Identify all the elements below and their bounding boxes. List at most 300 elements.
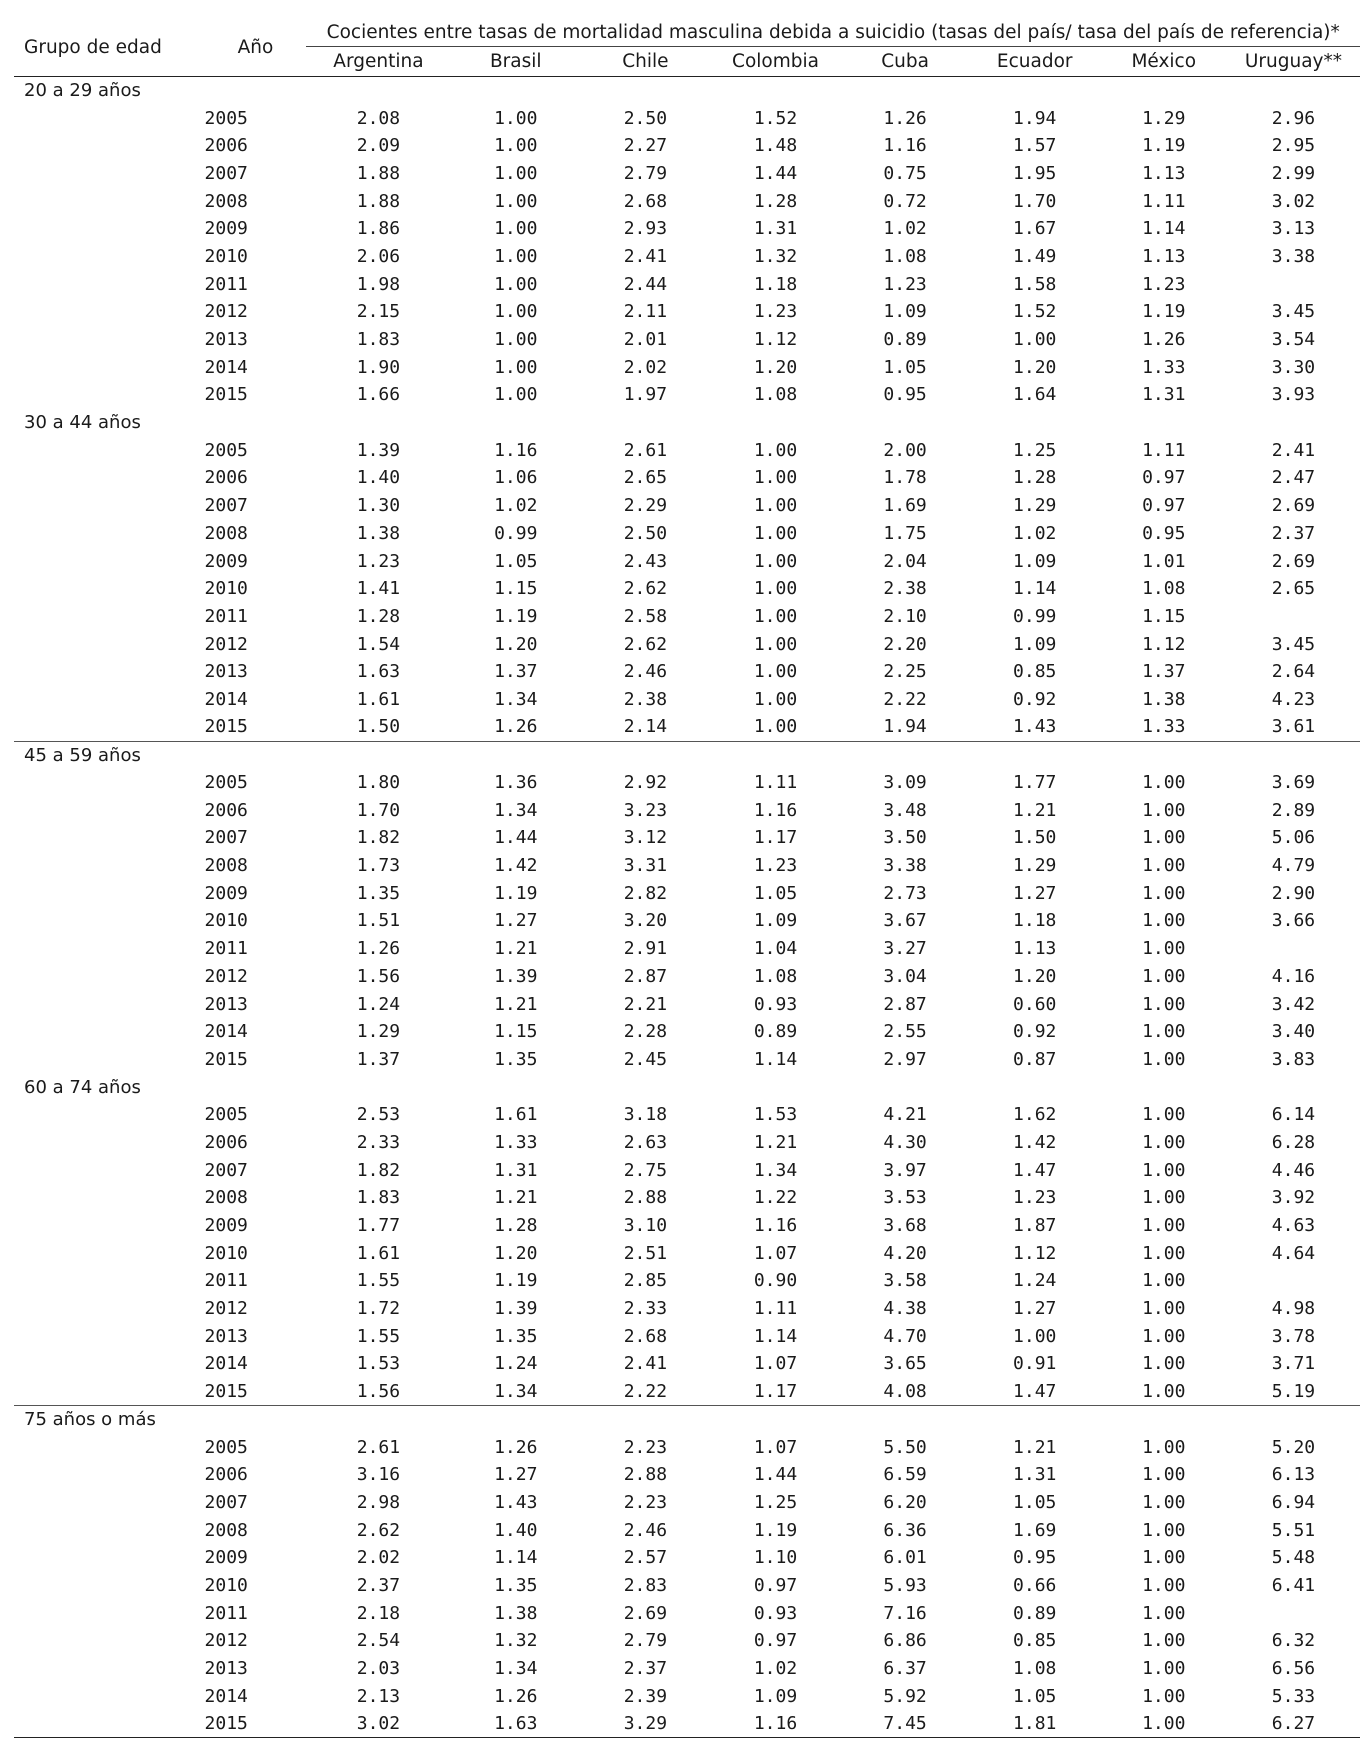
header-country: México <box>1101 47 1227 77</box>
ratio-cell: 1.05 <box>753 882 798 904</box>
ratio-cell: 1.27 <box>494 1464 538 1486</box>
header-country: Uruguay** <box>1227 47 1360 77</box>
ratio-cell: 2.92 <box>623 772 668 794</box>
ratio-cell: 2.14 <box>623 716 668 738</box>
ratio-cell: 1.62 <box>1013 1104 1057 1126</box>
ratio-cell: 0.99 <box>1013 605 1057 627</box>
age-group-label: 45 a 59 años <box>14 741 1360 769</box>
ratio-cell: 3.20 <box>623 910 668 932</box>
ratio-cell: 2.04 <box>883 550 927 572</box>
ratio-cell: 1.22 <box>753 1187 798 1209</box>
ratio-cell: 0.60 <box>1013 993 1057 1015</box>
ratio-cell: 1.00 <box>753 522 798 544</box>
table-row <box>14 1627 1360 1655</box>
ratio-cell: 3.16 <box>356 1464 401 1486</box>
table-row <box>14 852 1360 880</box>
ratio-cell: 1.23 <box>883 273 927 295</box>
ratio-cell: 6.36 <box>883 1519 927 1541</box>
ratio-cell: 2.50 <box>623 107 668 129</box>
empty-cell <box>14 436 205 464</box>
ratio-cell: 3.27 <box>883 938 927 960</box>
ratio-cell: 1.24 <box>1013 1270 1057 1292</box>
ratio-cell: 1.00 <box>753 605 798 627</box>
ratio-cell: 2.79 <box>623 162 668 184</box>
ratio-cell: 0.89 <box>883 329 927 351</box>
ratio-cell: 1.94 <box>883 716 927 738</box>
ratio-cell: 2.96 <box>1271 107 1316 129</box>
empty-cell <box>14 1322 205 1350</box>
ratio-cell: 3.29 <box>581 1710 709 1738</box>
ratio-cell: 1.20 <box>494 633 538 655</box>
empty-cell <box>14 796 205 824</box>
ratio-cell: 1.50 <box>356 716 401 738</box>
ratio-cell: 2.87 <box>883 993 927 1015</box>
ratio-cell: 3.93 <box>1271 384 1316 406</box>
ratio-cell: 1.49 <box>1013 245 1057 267</box>
ratio-cell: 0.66 <box>1013 1574 1057 1596</box>
ratio-cell: 4.21 <box>883 1104 927 1126</box>
ratio-cell: 2.62 <box>356 1519 401 1541</box>
ratio-cell: 1.20 <box>1013 965 1057 987</box>
ratio-cell: 1.00 <box>1142 1685 1186 1707</box>
ratio-cell: 1.00 <box>753 716 798 738</box>
table-row <box>14 686 1360 714</box>
ratio-cell: 1.00 <box>1142 1215 1186 1237</box>
empty-cell <box>14 1682 205 1710</box>
empty-cell <box>14 547 205 575</box>
ratio-cell: 1.00 <box>753 439 798 461</box>
ratio-cell: 1.18 <box>1013 910 1057 932</box>
ratio-cell: 1.39 <box>494 965 538 987</box>
table-row <box>14 1018 1360 1046</box>
empty-cell <box>14 990 205 1018</box>
empty-cell <box>14 907 205 935</box>
ratio-cell: 1.20 <box>1013 356 1057 378</box>
ratio-cell: 1.32 <box>494 1630 538 1652</box>
empty-cell <box>14 879 205 907</box>
table-row <box>14 879 1360 907</box>
ratio-cell: 2.75 <box>623 1159 668 1181</box>
year-cell: 2011 <box>204 1270 248 1292</box>
ratio-cell: 1.08 <box>883 245 927 267</box>
ratio-cell: 1.00 <box>494 356 538 378</box>
ratio-cell: 2.98 <box>356 1491 401 1513</box>
year-cell: 2013 <box>204 661 248 683</box>
ratio-cell: 1.61 <box>494 1104 538 1126</box>
ratio-cell: 1.19 <box>1142 301 1186 323</box>
ratio-cell: 6.27 <box>1227 1710 1360 1738</box>
age-group-row <box>14 409 1360 437</box>
ratio-cell: 1.26 <box>883 107 927 129</box>
ratio-cell: 2.64 <box>1271 661 1316 683</box>
table-row <box>14 298 1360 326</box>
ratio-cell: 1.67 <box>1013 218 1057 240</box>
ratio-cell: 3.31 <box>623 855 668 877</box>
ratio-cell: 1.00 <box>1142 1325 1186 1347</box>
ratio-cell: 1.28 <box>356 605 401 627</box>
ratio-cell: 3.61 <box>1271 716 1316 738</box>
ratio-cell: 6.56 <box>1271 1658 1316 1680</box>
ratio-cell: 1.34 <box>494 799 538 821</box>
ratio-cell: 1.00 <box>753 467 798 489</box>
table-row <box>14 326 1360 354</box>
ratio-cell: 1.31 <box>1013 1464 1057 1486</box>
ratio-cell: 1.00 <box>1142 1159 1186 1181</box>
ratio-cell: 2.65 <box>1271 578 1316 600</box>
ratio-cell: 2.15 <box>356 301 401 323</box>
table-row <box>14 1378 1360 1406</box>
ratio-cell: 2.73 <box>883 882 927 904</box>
ratio-cell: 1.02 <box>494 495 538 517</box>
year-cell: 2005 <box>204 1104 248 1126</box>
table-row <box>14 630 1360 658</box>
ratio-cell: 2.21 <box>623 993 668 1015</box>
ratio-cell: 1.21 <box>753 1131 798 1153</box>
ratio-cell: 1.05 <box>494 550 538 572</box>
ratio-cell: 1.88 <box>356 190 401 212</box>
ratio-cell: 4.79 <box>1271 855 1316 877</box>
ratio-cell: 0.95 <box>883 384 927 406</box>
ratio-cell: 1.38 <box>1142 688 1186 710</box>
table-row <box>14 215 1360 243</box>
ratio-cell: 1.34 <box>494 1658 538 1680</box>
year-cell: 2012 <box>204 1630 248 1652</box>
ratio-cell: 1.00 <box>494 162 538 184</box>
ratio-cell: 1.23 <box>1142 273 1186 295</box>
ratio-cell: 1.16 <box>494 439 538 461</box>
empty-cell <box>14 464 205 492</box>
empty-cell <box>14 686 205 714</box>
header-country: Argentina <box>306 47 450 77</box>
table-row <box>14 464 1360 492</box>
ratio-cell: 1.24 <box>494 1353 538 1375</box>
year-cell: 2008 <box>204 1187 248 1209</box>
ratio-cell: 1.36 <box>494 772 538 794</box>
ratio-cell: 2.82 <box>623 882 668 904</box>
table-row <box>14 381 1360 409</box>
ratio-cell: 2.37 <box>356 1574 401 1596</box>
ratio-cell: 3.18 <box>623 1104 668 1126</box>
year-cell: 2013 <box>204 1658 248 1680</box>
ratio-cell: 1.26 <box>494 1436 538 1458</box>
ratio-cell: 1.73 <box>356 855 401 877</box>
ratio-cell: 6.14 <box>1271 1104 1316 1126</box>
year-cell: 2012 <box>204 633 248 655</box>
ratio-cell: 1.00 <box>494 273 538 295</box>
ratio-cell: 1.77 <box>1013 772 1057 794</box>
empty-cell <box>14 769 205 797</box>
ratio-cell: 1.00 <box>1142 1630 1186 1652</box>
ratio-cell: 1.21 <box>1013 1436 1057 1458</box>
ratio-cell: 4.64 <box>1271 1242 1316 1264</box>
ratio-cell: 3.54 <box>1271 329 1316 351</box>
ratio-cell: 1.34 <box>494 1380 538 1402</box>
year-cell: 2005 <box>204 772 248 794</box>
table-row <box>14 270 1360 298</box>
ratio-cell: 1.78 <box>883 467 927 489</box>
year-cell: 2010 <box>204 1574 248 1596</box>
ratio-cell: 0.93 <box>753 993 798 1015</box>
year-cell: 2015 <box>204 716 248 738</box>
ratio-cell: 1.00 <box>1013 329 1057 351</box>
ratio-cell: 3.65 <box>883 1353 927 1375</box>
ratio-cell: 3.67 <box>883 910 927 932</box>
empty-cell <box>14 132 205 160</box>
ratio-cell: 1.26 <box>494 716 538 738</box>
year-cell: 2013 <box>204 329 248 351</box>
ratio-cell: 1.28 <box>753 190 798 212</box>
ratio-cell: 0.92 <box>1013 688 1057 710</box>
ratio-cell: 0.85 <box>1013 661 1057 683</box>
table-row <box>14 824 1360 852</box>
ratio-cell: 1.42 <box>494 855 538 877</box>
ratio-cell: 1.17 <box>753 827 798 849</box>
ratio-cell: 2.08 <box>356 107 401 129</box>
ratio-cell: 1.00 <box>1142 827 1186 849</box>
ratio-cell: 2.23 <box>623 1436 668 1458</box>
ratio-cell: 5.93 <box>883 1574 927 1596</box>
empty-cell <box>14 1461 205 1489</box>
ratio-cell: 1.47 <box>1013 1159 1057 1181</box>
ratio-cell: 1.00 <box>1142 1021 1186 1043</box>
ratio-cell: 3.02 <box>306 1710 450 1738</box>
ratio-cell: 2.41 <box>623 1353 668 1375</box>
ratio-cell: 0.97 <box>753 1630 798 1652</box>
ratio-cell: 1.01 <box>1142 550 1186 572</box>
ratio-cell: 1.29 <box>1013 855 1057 877</box>
ratio-cell: 1.00 <box>494 329 538 351</box>
table-row <box>14 1239 1360 1267</box>
empty-cell <box>14 1378 205 1406</box>
ratio-cell <box>1227 270 1360 298</box>
ratio-cell: 1.00 <box>753 550 798 572</box>
ratio-cell: 2.11 <box>623 301 668 323</box>
table-row <box>14 907 1360 935</box>
ratio-cell: 5.92 <box>883 1685 927 1707</box>
ratio-cell: 0.85 <box>1013 1630 1057 1652</box>
ratio-cell: 1.13 <box>1013 938 1057 960</box>
ratio-cell: 1.17 <box>753 1380 798 1402</box>
table-row <box>14 1295 1360 1323</box>
ratio-cell: 1.27 <box>1013 1298 1057 1320</box>
empty-cell <box>14 270 205 298</box>
ratio-cell: 2.28 <box>623 1021 668 1043</box>
ratio-cell: 2.06 <box>356 245 401 267</box>
ratio-cell: 1.00 <box>1142 910 1186 932</box>
ratio-cell: 1.16 <box>753 1215 798 1237</box>
ratio-cell: 6.59 <box>883 1464 927 1486</box>
year-cell: 2005 <box>204 1436 248 1458</box>
empty-cell <box>14 1544 205 1572</box>
year-cell: 2006 <box>204 799 248 821</box>
ratio-cell: 2.38 <box>883 578 927 600</box>
ratio-cell: 1.14 <box>753 1325 798 1347</box>
ratio-cell: 1.80 <box>356 772 401 794</box>
ratio-cell: 1.75 <box>883 522 927 544</box>
table-row <box>14 1599 1360 1627</box>
ratio-cell: 2.37 <box>623 1658 668 1680</box>
table-row <box>14 935 1360 963</box>
ratio-cell: 1.00 <box>1142 1464 1186 1486</box>
year-cell: 2010 <box>204 578 248 600</box>
ratio-cell: 2.62 <box>623 578 668 600</box>
year-cell: 2011 <box>204 273 248 295</box>
ratio-cell: 0.97 <box>1142 467 1186 489</box>
ratio-cell: 1.00 <box>753 578 798 600</box>
ratio-cell: 0.92 <box>1013 1021 1057 1043</box>
ratio-cell: 2.46 <box>623 661 668 683</box>
ratio-cell: 2.37 <box>1271 522 1316 544</box>
ratio-cell: 1.31 <box>494 1159 538 1181</box>
table-row <box>14 990 1360 1018</box>
ratio-cell: 1.31 <box>753 218 798 240</box>
empty-cell <box>14 935 205 963</box>
empty-cell <box>14 852 205 880</box>
ratio-cell <box>1227 935 1360 963</box>
ratio-cell: 3.71 <box>1271 1353 1316 1375</box>
table-row <box>14 436 1360 464</box>
ratio-cell: 1.02 <box>753 1658 798 1680</box>
ratio-cell: 2.38 <box>623 688 668 710</box>
empty-cell <box>14 353 205 381</box>
empty-cell <box>14 1129 205 1157</box>
ratio-cell: 1.83 <box>356 1187 401 1209</box>
year-cell: 2015 <box>204 384 248 406</box>
ratio-cell: 0.93 <box>753 1602 798 1624</box>
ratio-cell: 1.12 <box>753 329 798 351</box>
year-cell: 2007 <box>204 1159 248 1181</box>
ratio-cell: 2.00 <box>883 439 927 461</box>
year-cell: 2010 <box>204 1242 248 1264</box>
year-cell: 2006 <box>204 467 248 489</box>
ratio-cell: 1.13 <box>1142 162 1186 184</box>
table-row <box>14 547 1360 575</box>
ratio-cell: 2.03 <box>356 1658 401 1680</box>
age-group-row <box>14 741 1360 769</box>
ratio-cell: 1.82 <box>356 1159 401 1181</box>
ratio-cell: 2.89 <box>1271 799 1316 821</box>
ratio-cell: 2.91 <box>623 938 668 960</box>
ratio-cell: 3.78 <box>1271 1325 1316 1347</box>
table-row <box>14 963 1360 991</box>
ratio-cell: 4.20 <box>883 1242 927 1264</box>
ratio-cell: 2.44 <box>623 273 668 295</box>
year-cell: 2013 <box>204 1325 248 1347</box>
ratio-cell: 1.30 <box>356 495 401 517</box>
ratio-cell: 6.01 <box>883 1547 927 1569</box>
empty-cell <box>14 104 205 132</box>
ratio-cell: 0.97 <box>753 1574 798 1596</box>
ratio-cell: 1.15 <box>494 578 538 600</box>
table-row <box>14 160 1360 188</box>
ratio-cell: 1.08 <box>1142 578 1186 600</box>
ratio-cell: 1.00 <box>1142 1547 1186 1569</box>
ratio-cell: 2.69 <box>1271 550 1316 572</box>
ratio-cell: 1.57 <box>1013 135 1057 157</box>
ratio-cell: 1.70 <box>356 799 401 821</box>
ratio-cell: 1.26 <box>494 1685 538 1707</box>
ratio-cell: 1.13 <box>1142 245 1186 267</box>
ratio-cell: 1.00 <box>1142 993 1186 1015</box>
ratio-cell: 0.99 <box>494 522 538 544</box>
ratio-cell: 1.69 <box>1013 1519 1057 1541</box>
ratio-cell: 1.16 <box>883 135 927 157</box>
ratio-cell: 1.37 <box>356 1048 401 1070</box>
empty-cell <box>14 1599 205 1627</box>
ratio-cell: 1.86 <box>356 218 401 240</box>
age-group-label: 60 a 74 años <box>24 1076 141 1098</box>
table-row <box>14 104 1360 132</box>
ratio-cell: 1.06 <box>494 467 538 489</box>
ratio-cell: 6.86 <box>883 1630 927 1652</box>
empty-cell <box>14 1433 205 1461</box>
ratio-cell: 6.37 <box>883 1658 927 1680</box>
ratio-cell: 2.95 <box>1271 135 1316 157</box>
ratio-cell: 1.09 <box>883 301 927 323</box>
age-group-label: 20 a 29 años <box>24 80 141 102</box>
year-cell: 2015 <box>204 1380 248 1402</box>
ratio-cell: 0.95 <box>1142 522 1186 544</box>
ratio-cell: 3.92 <box>1271 1187 1316 1209</box>
year-cell: 2008 <box>204 855 248 877</box>
ratio-cell: 1.19 <box>494 882 538 904</box>
ratio-cell: 3.12 <box>623 827 668 849</box>
ratio-cell: 7.45 <box>841 1710 968 1738</box>
year-cell: 2011 <box>204 938 248 960</box>
year-cell: 2007 <box>204 827 248 849</box>
ratio-cell: 2.45 <box>623 1048 668 1070</box>
header-country: Colombia <box>710 47 842 77</box>
table-row <box>14 1572 1360 1600</box>
ratio-cell: 1.25 <box>1013 439 1057 461</box>
ratio-cell: 1.35 <box>494 1325 538 1347</box>
ratio-cell: 6.28 <box>1271 1131 1316 1153</box>
ratio-cell: 4.30 <box>883 1131 927 1153</box>
ratio-cell: 3.45 <box>1271 301 1316 323</box>
empty-cell <box>14 1572 205 1600</box>
ratio-cell: 1.16 <box>753 799 798 821</box>
table-row <box>14 1156 1360 1184</box>
year-cell: 2012 <box>204 301 248 323</box>
ratio-cell: 1.26 <box>356 938 401 960</box>
table-row <box>14 1544 1360 1572</box>
year-cell: 2009 <box>204 550 248 572</box>
year-cell: 2008 <box>204 522 248 544</box>
ratio-cell: 4.23 <box>1271 688 1316 710</box>
ratio-cell: 1.35 <box>494 1574 538 1596</box>
ratio-cell: 2.39 <box>623 1685 668 1707</box>
ratio-cell: 0.95 <box>1013 1547 1057 1569</box>
table-row <box>14 1655 1360 1683</box>
year-cell: 2010 <box>204 910 248 932</box>
ratio-cell: 1.00 <box>1142 1298 1186 1320</box>
ratio-cell: 1.00 <box>1142 855 1186 877</box>
ratio-cell: 1.12 <box>1013 1242 1057 1264</box>
year-cell: 2007 <box>204 495 248 517</box>
ratio-cell: 1.26 <box>1142 329 1186 351</box>
ratio-cell: 2.22 <box>883 688 927 710</box>
ratio-cell: 1.11 <box>1142 439 1186 461</box>
ratio-cell: 2.41 <box>1271 439 1316 461</box>
ratio-cell: 5.48 <box>1271 1547 1316 1569</box>
ratio-cell: 1.64 <box>1013 384 1057 406</box>
ratio-cell: 3.97 <box>883 1159 927 1181</box>
age-group-label: 30 a 44 años <box>24 412 141 434</box>
table-row <box>14 769 1360 797</box>
ratio-cell: 5.19 <box>1271 1380 1316 1402</box>
ratio-cell: 1.63 <box>356 661 401 683</box>
table-row <box>14 520 1360 548</box>
